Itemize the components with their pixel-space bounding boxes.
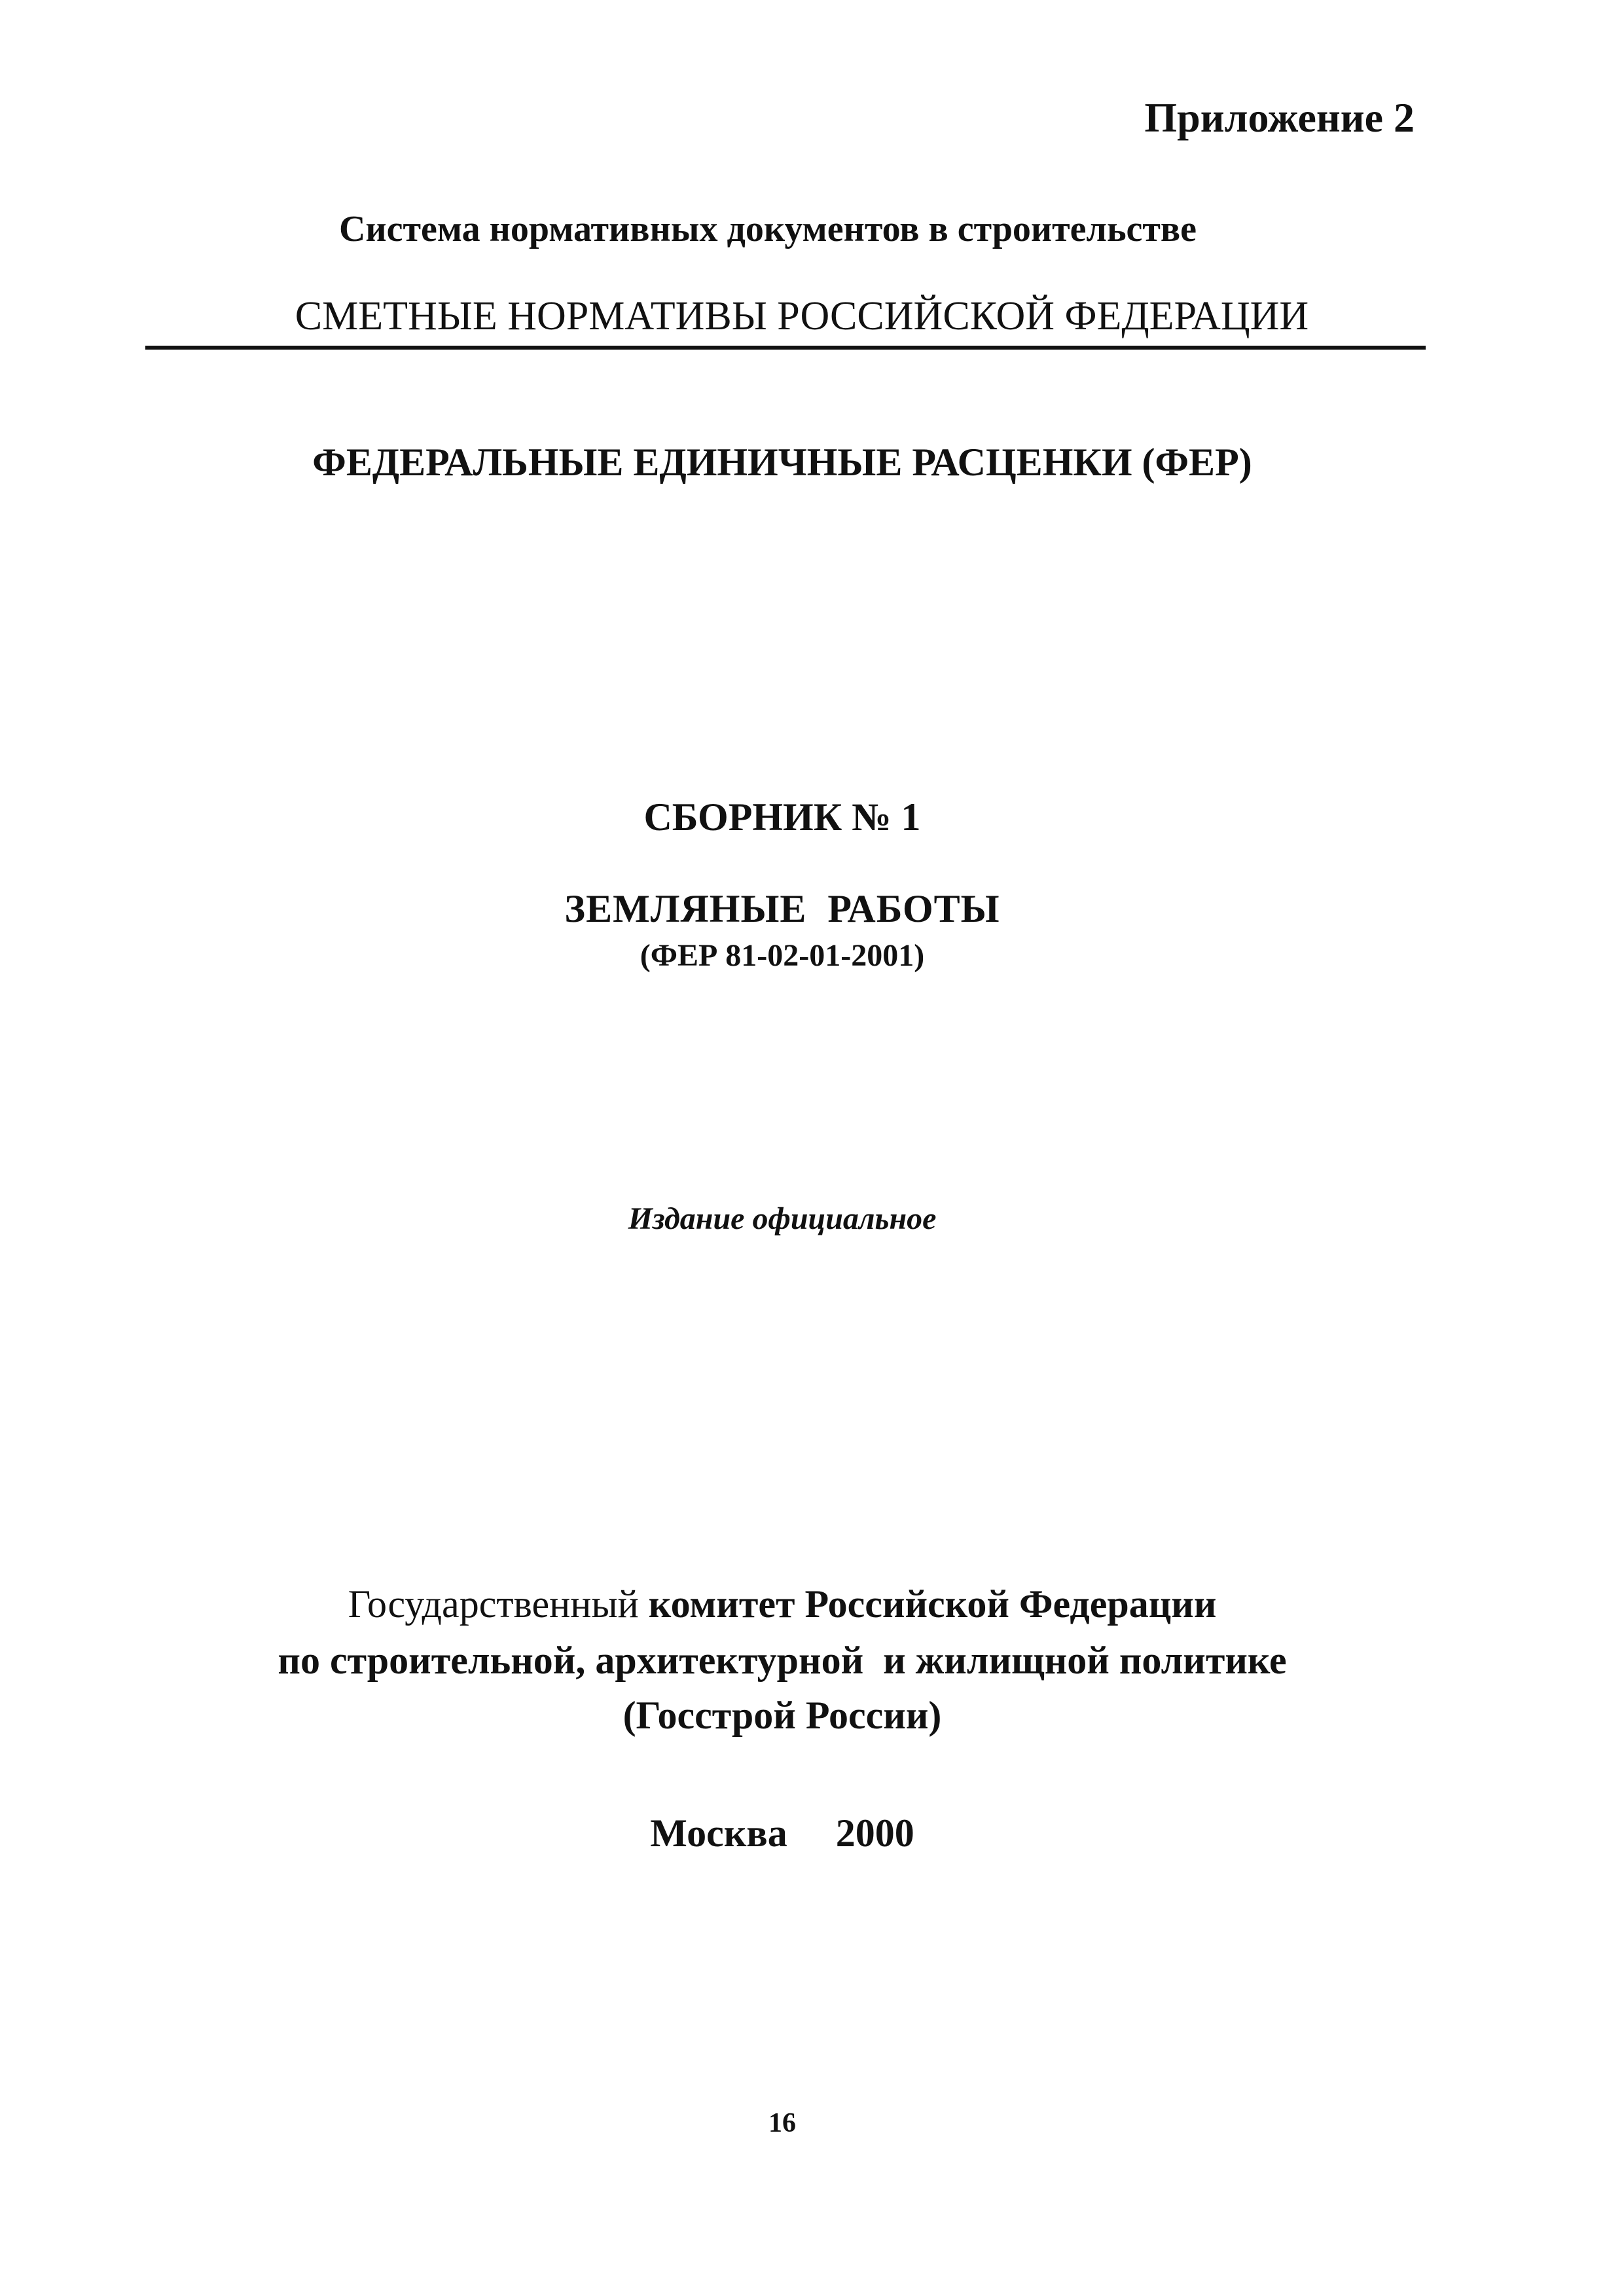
works-title: ЗЕМЛЯНЫЕ РАБОТЫ [564, 887, 1000, 930]
estimate-norms-heading: СМЕТНЫЕ НОРМАТИВЫ РОССИЙСКОЙ ФЕДЕРАЦИИ [295, 294, 1309, 338]
system-title: Система нормативных документов в строительстве [338, 209, 1197, 249]
edition-label: Издание официальное [628, 1201, 937, 1236]
fer-title: ФЕДЕРАЛЬНЫЕ ЕДИНИЧНЫЕ РАСЦЕНКИ (ФЕР) [312, 441, 1252, 484]
page-number: 16 [768, 2108, 796, 2138]
committee-line-1-part-1: Государственный [348, 1582, 639, 1626]
committee-line-3: (Госстрой России) [623, 1694, 942, 1737]
city-year: Москва 2000 [650, 1812, 914, 1855]
committee-line-1-part-2: комитет Российской Федерации [648, 1582, 1217, 1626]
header-divider [145, 346, 1426, 350]
collection-number: СБОРНИК № 1 [643, 795, 921, 839]
appendix-label: Приложение 2 [1144, 94, 1415, 141]
committee-line-1 [0, 1584, 1564, 1624]
document-code: (ФЕР 81-02-01-2001) [640, 938, 925, 973]
committee-line-2: по строительной, архитектурной и жилищной политике [278, 1639, 1287, 1682]
